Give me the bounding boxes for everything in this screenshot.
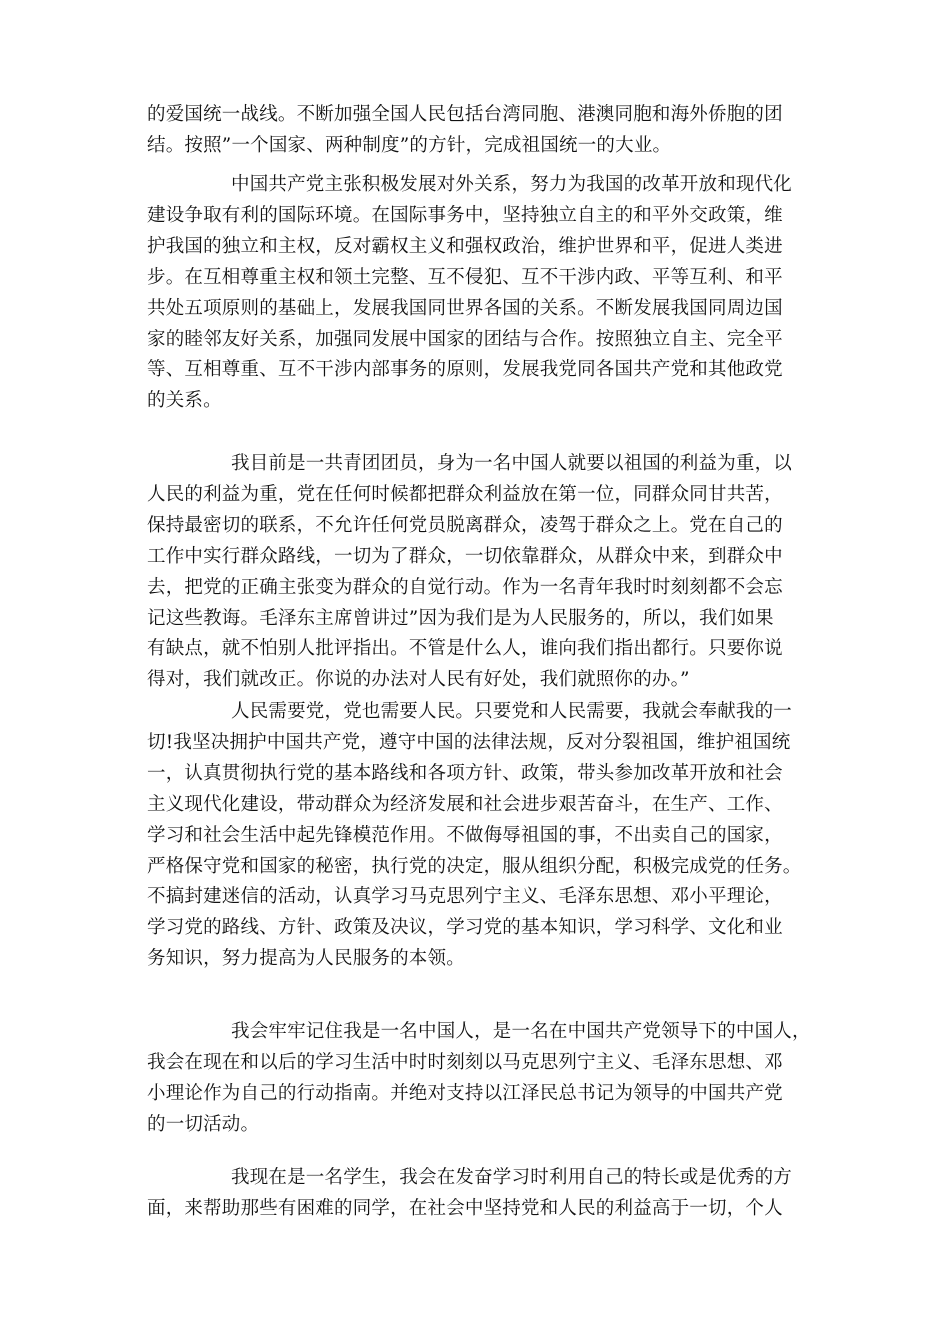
text-line: 有缺点，就不怕别人批评指出。不管是什么人，谁向我们指出都行。只要你说	[147, 638, 783, 660]
text-line: 去，把党的正确主张变为群众的自觉行动。作为一名青年我时时刻刻都不会忘	[147, 576, 783, 598]
text-line: 人民需要党，党也需要人民。只要党和人民需要，我就会奉献我的一	[231, 701, 793, 722]
text-line: 建设争取有利的国际环境。在国际事务中，坚持独立自主的和平外交政策，维	[147, 204, 783, 226]
text-line: 我目前是一共青团团员，身为一名中国人就要以祖国的利益为重，以	[231, 453, 793, 474]
text-line: 共处五项原则的基础上，发展我国同世界各国的关系。不断发展我国同周边国	[147, 297, 783, 319]
text-line: 得对，我们就改正。你说的办法对人民有好处，我们就照你的办。”	[147, 669, 690, 691]
text-line: 严格保守党和国家的秘密，执行党的决定，服从组织分配，积极完成党的任务。	[147, 855, 802, 877]
text-line: 的一切活动。	[147, 1113, 260, 1135]
text-line: 记这些教诲。毛泽东主席曾讲过”因为我们是为人民服务的，所以，我们如果	[147, 607, 774, 629]
text-line: 结。按照”一个国家、两种制度”的方针，完成祖国统一的大业。	[147, 134, 672, 156]
text-line: 保持最密切的联系，不允许任何党员脱离群众，凌驾于群众之上。党在自己的	[147, 514, 783, 536]
text-line: 主义现代化建设，带动群众为经济发展和社会进步艰苦奋斗，在生产、工作、	[147, 793, 783, 815]
text-line: 等、互相尊重、互不干涉内部事务的原则，发展我党同各国共产党和其他政党	[147, 359, 783, 381]
text-line: 我会牢牢记住我是一名中国人，是一名在中国共产党领导下的中国人，	[231, 1021, 811, 1042]
text-line: 工作中实行群众路线，一切为了群众，一切依靠群众，从群众中来，到群众中	[147, 545, 783, 567]
text-line: 的爱国统一战线。不断加强全国人民包括台湾同胞、港澳同胞和海外侨胞的团	[147, 104, 783, 125]
text-line: 务知识，努力提高为人民服务的本领。	[147, 948, 465, 970]
text-line: 人民的利益为重，党在任何时候都把群众利益放在第一位，同群众同甘共苦，	[147, 483, 783, 505]
text-line: 学习党的路线、方针、政策及决议，学习党的基本知识，学习科学、文化和业	[147, 917, 783, 939]
text-line: 面，来帮助那些有困难的同学，在社会中坚持党和人民的利益高于一切，个人	[147, 1197, 783, 1219]
text-line: 切!我坚决拥护中国共产党，遵守中国的法律法规，反对分裂祖国，维护祖国统	[147, 731, 791, 753]
text-line: 学习和社会生活中起先锋模范作用。不做侮辱祖国的事，不出卖自己的国家，	[147, 824, 783, 846]
text-line: 中国共产党主张积极发展对外关系，努力为我国的改革开放和现代化	[231, 174, 793, 195]
text-line: 不搞封建迷信的活动，认真学习马克思列宁主义、毛泽东思想、邓小平理论，	[147, 886, 783, 908]
text-line: 我现在是一名学生，我会在发奋学习时利用自己的特长或是优秀的方	[231, 1167, 793, 1188]
text-line: 家的睦邻友好关系，加强同发展中国家的团结与合作。按照独立自主、完全平	[147, 328, 783, 350]
text-line: 步。在互相尊重主权和领土完整、互不侵犯、互不干涉内政、平等互利、和平	[147, 266, 783, 288]
text-line: 一，认真贯彻执行党的基本路线和各项方针、政策，带头参加改革开放和社会	[147, 762, 783, 784]
text-line: 护我国的独立和主权，反对霸权主义和强权政治，维护世界和平，促进人类进	[147, 235, 783, 257]
text-line: 我会在现在和以后的学习生活中时时刻刻以马克思列宁主义、毛泽东思想、邓	[147, 1051, 783, 1073]
text-line: 小理论作为自己的行动指南。并绝对支持以江泽民总书记为领导的中国共产党	[147, 1082, 783, 1104]
text-line: 的关系。	[147, 390, 222, 412]
